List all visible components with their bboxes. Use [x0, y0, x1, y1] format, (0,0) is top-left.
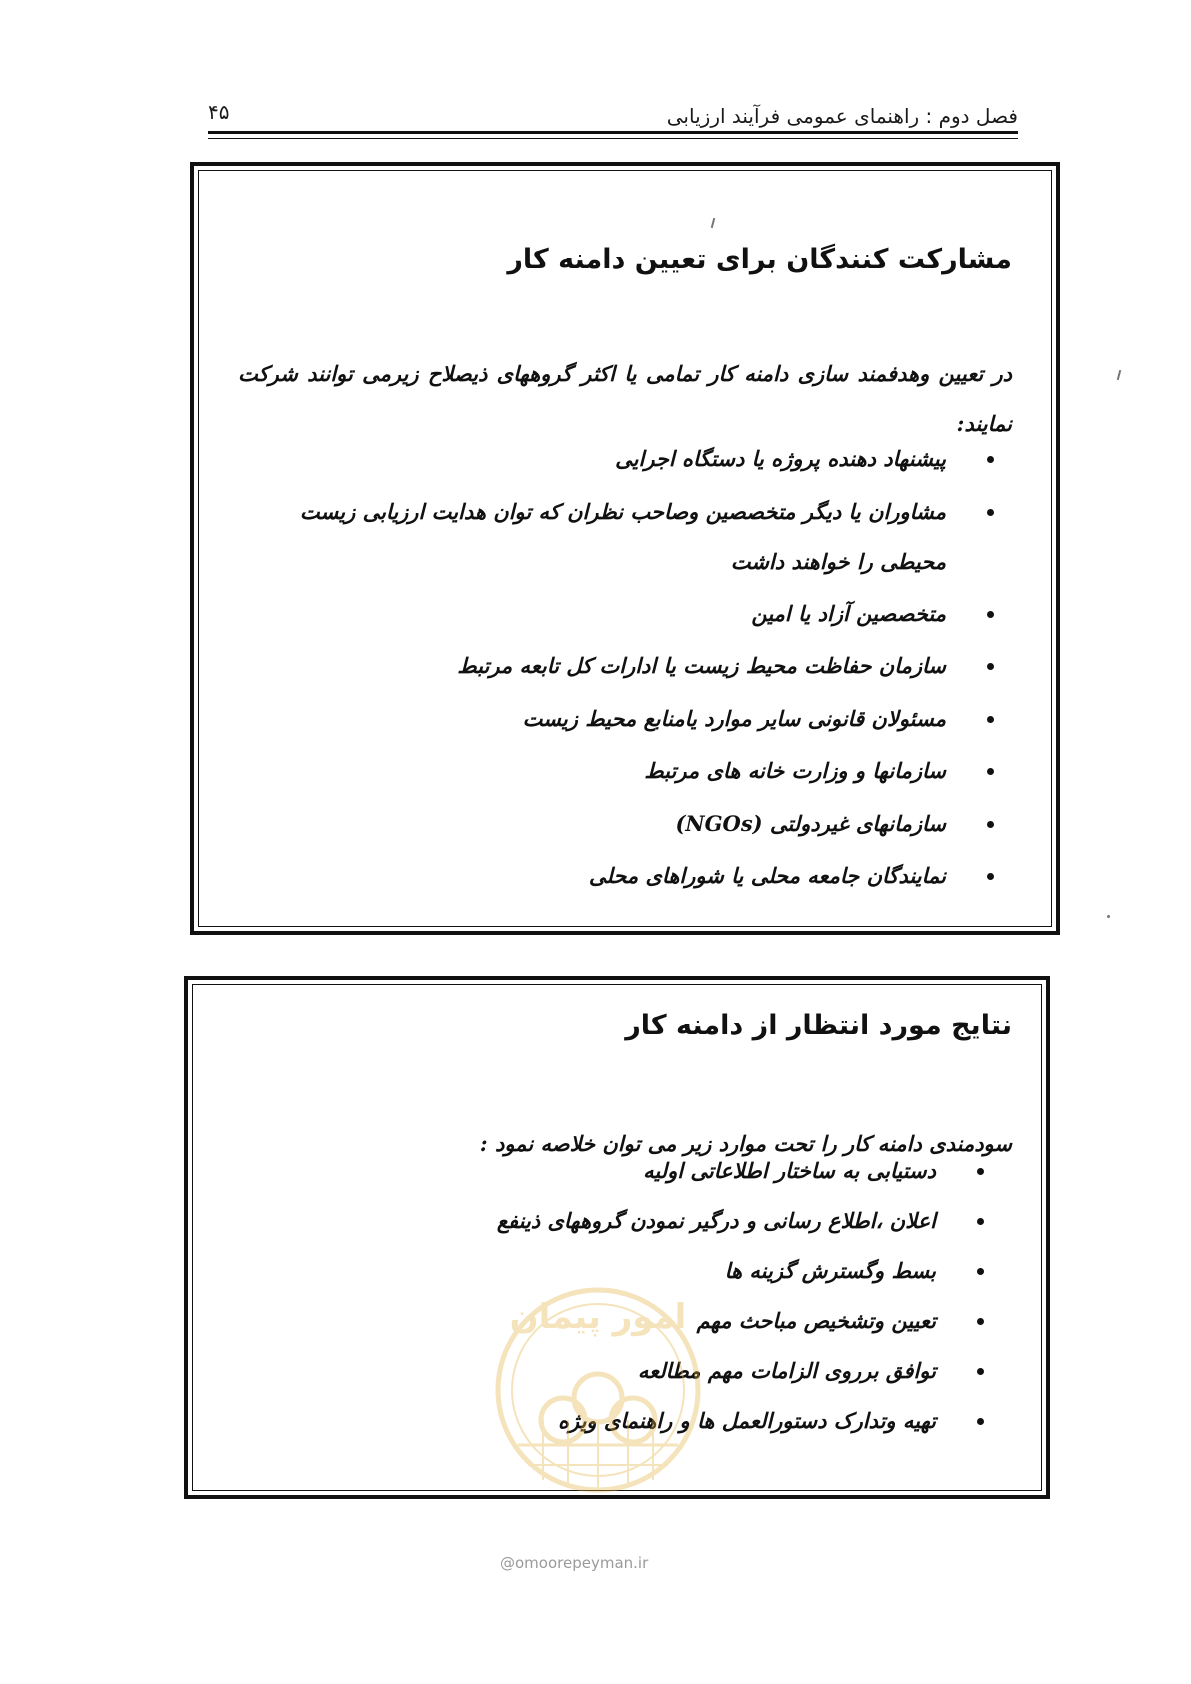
- chapter-title: فصل دوم : راهنمای عمومی فرآیند ارزیابی: [666, 104, 1018, 128]
- list-item: [254, 487, 998, 589]
- list-item: [254, 799, 998, 852]
- participants-box: [190, 162, 1060, 935]
- list-item-text: سازمانهای غیردولتی (NGOs): [675, 810, 946, 836]
- list-item-text: سازمانها و وزارت خانه های مرتبط: [644, 758, 946, 783]
- list-item-text: سازمان حفاظت محیط زیست یا ادارات کل تابعه مرتبط: [457, 653, 946, 678]
- list-item: [248, 1146, 988, 1196]
- bullet-icon: [987, 768, 994, 775]
- section-title: مشارکت کنندگان برای تعیین دامنه کار: [507, 244, 1012, 275]
- bullet-icon: [987, 663, 994, 670]
- list-item-text: اعلان ،اطلاع رسانی و درگیر نمودن گروههای ذینفع: [496, 1208, 936, 1233]
- list-item-text: مسئولان قانونی سایر موارد یامنابع محیط زیست: [522, 705, 946, 731]
- bullet-icon: [977, 1418, 984, 1425]
- scan-mark: [1117, 370, 1122, 380]
- list-item-text: دستیابی به ساختار اطلاعاتی اولیه: [643, 1158, 936, 1183]
- list-item: [254, 434, 998, 487]
- list-item-text: نمایندگان جامعه محلی یا شوراهای محلی: [588, 863, 946, 888]
- bullet-icon: [987, 611, 994, 618]
- list-item: [248, 1196, 988, 1246]
- scan-mark: [1107, 915, 1111, 919]
- section-intro: سودمندی دامنه کار را تحت موارد زیر می توان خلاصه نمود :: [479, 1131, 1012, 1156]
- list-item-text: متخصصین آزاد یا امین: [751, 600, 946, 626]
- bullet-icon: [987, 716, 994, 723]
- list-item: [254, 851, 998, 904]
- bullet-icon: [987, 821, 994, 828]
- svg-text:امور پیمان: امور پیمان: [509, 1297, 687, 1337]
- bullet-icon: [977, 1218, 984, 1225]
- list-item-text: مشاوران یا دیگر متخصصین وصاحب نظران که توان هدایت ارزیابی زیست محیطی را خواهند داشت: [299, 498, 946, 574]
- watermark-logo-icon: [488, 1270, 708, 1530]
- bullet-icon: [987, 873, 994, 880]
- section-intro: در تعیین وهدفمند سازی دامنه کار تمامی یا اکثر گروههای ذیصلاح زیرمی توانند شرکت نمایند:: [238, 361, 1012, 436]
- list-item-text: پیشنهاد دهنده پروژه یا دستگاه اجرایی: [615, 446, 946, 471]
- participants-list: [254, 434, 998, 904]
- list-item-text: بسط وگسترش گزینه ها: [724, 1258, 936, 1283]
- list-item-text: تهیه وتدارک دستورالعمل ها و راهنمای ویژه: [558, 1408, 936, 1433]
- list-item: [254, 694, 998, 747]
- list-item-text: توافق برروی الزامات مهم مطالعه: [637, 1358, 936, 1383]
- bullet-icon: [977, 1318, 984, 1325]
- bullet-icon: [977, 1368, 984, 1375]
- header-rule: [208, 131, 1018, 139]
- page-number: ۴۵: [208, 100, 230, 124]
- list-item: [254, 589, 998, 642]
- bullet-icon: [977, 1268, 984, 1275]
- list-item-text: تعیین وتشخیص مباحث مهم: [696, 1308, 936, 1333]
- watermark-url: @omoorepeyman.ir: [500, 1554, 649, 1572]
- bullet-icon: [987, 509, 994, 516]
- bullet-icon: [977, 1168, 984, 1175]
- section-title: نتایج مورد انتظار از دامنه کار: [625, 1010, 1012, 1041]
- list-item: [254, 641, 998, 694]
- list-item: [254, 746, 998, 799]
- bullet-icon: [987, 456, 994, 463]
